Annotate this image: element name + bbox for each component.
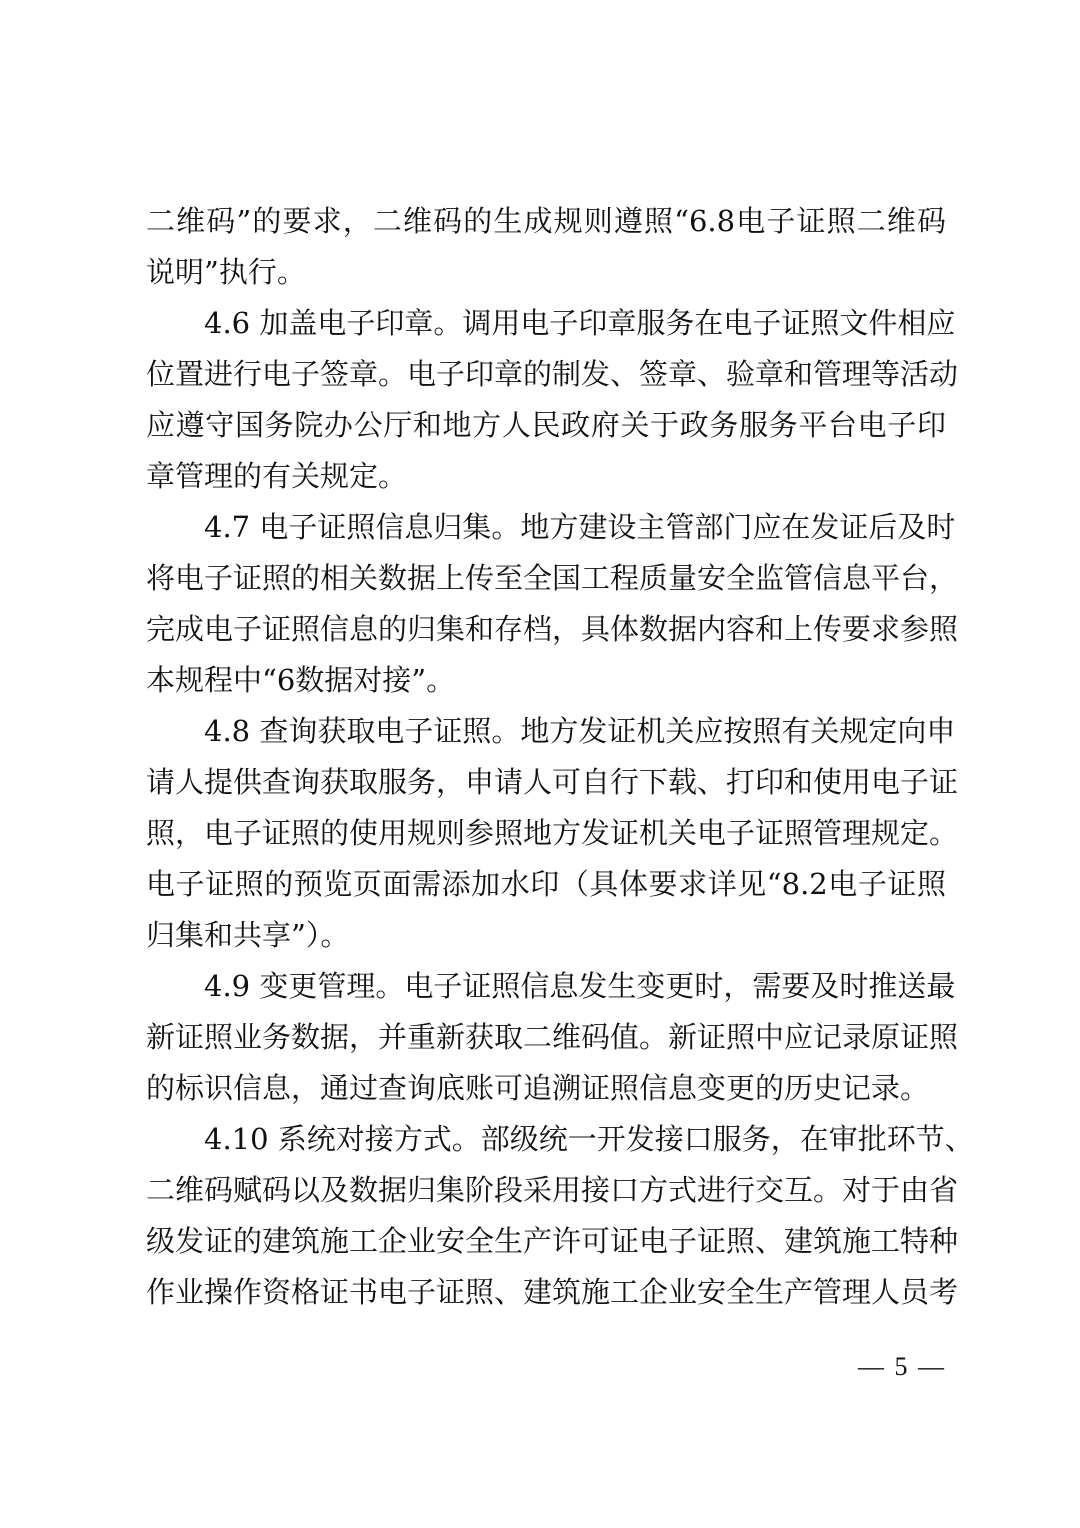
text-line-10: 本规程中“6数据对接”。	[146, 663, 456, 697]
text-line-8: 将电子证照的相关数据上传至全国工程质量安全监管信息平台，	[146, 561, 959, 595]
text-line-13: 照，电子证照的使用规则参照地方发证机关电子证照管理规定。	[146, 816, 959, 850]
text-line-12: 请人提供查询获取服务，申请人可自行下载、打印和使用电子证	[146, 765, 959, 799]
text-line-20: 二维码赋码以及数据归集阶段采用接口方式进行交互。对于由省	[146, 1173, 959, 1207]
section-4-10-heading-line: 4.10 系统对接方式。部级统一开发接口服务，在审批环节、	[204, 1122, 974, 1156]
section-4-9-heading-line: 4.9 变更管理。电子证照信息发生变更时，需要及时推送最	[204, 969, 956, 1003]
document-body	[146, 196, 974, 1318]
text-line-1: 二维码”的要求，二维码的生成规则遵照“6.8电子证照二维码	[146, 204, 946, 238]
text-line-5: 应遵守国务院办公厅和地方人民政府关于政务服务平台电子印	[146, 408, 946, 442]
page-number: — 5 —	[858, 1352, 946, 1381]
text-line-6: 章管理的有关规定。	[146, 459, 408, 493]
text-line-9: 完成电子证照信息的归集和存档，具体数据内容和上传要求参照	[146, 612, 959, 646]
text-line-17: 新证照业务数据，并重新获取二维码值。新证照中应记录原证照	[146, 1020, 959, 1054]
section-4-8-heading-line: 4.8 查询获取电子证照。地方发证机关应按照有关规定向申	[204, 714, 956, 748]
text-line-4: 位置进行电子签章。电子印章的制发、签章、验章和管理等活动	[146, 357, 959, 391]
text-line-2: 说明”执行。	[146, 255, 306, 289]
text-line-15: 归集和共享”）。	[146, 918, 350, 952]
text-line-14: 电子证照的预览页面需添加水印（具体要求详见“8.2电子证照	[146, 867, 946, 901]
text-line-22: 作业操作资格证书电子证照、建筑施工企业安全生产管理人员考	[146, 1275, 959, 1309]
section-4-6-heading-line: 4.6 加盖电子印章。调用电子印章服务在电子证照文件相应	[204, 306, 956, 340]
text-line-21: 级发证的建筑施工企业安全生产许可证电子证照、建筑施工特种	[146, 1224, 959, 1258]
section-4-7-heading-line: 4.7 电子证照信息归集。地方建设主管部门应在发证后及时	[204, 510, 956, 544]
text-line-18: 的标识信息，通过查询底账可追溯证照信息变更的历史记录。	[146, 1071, 930, 1105]
